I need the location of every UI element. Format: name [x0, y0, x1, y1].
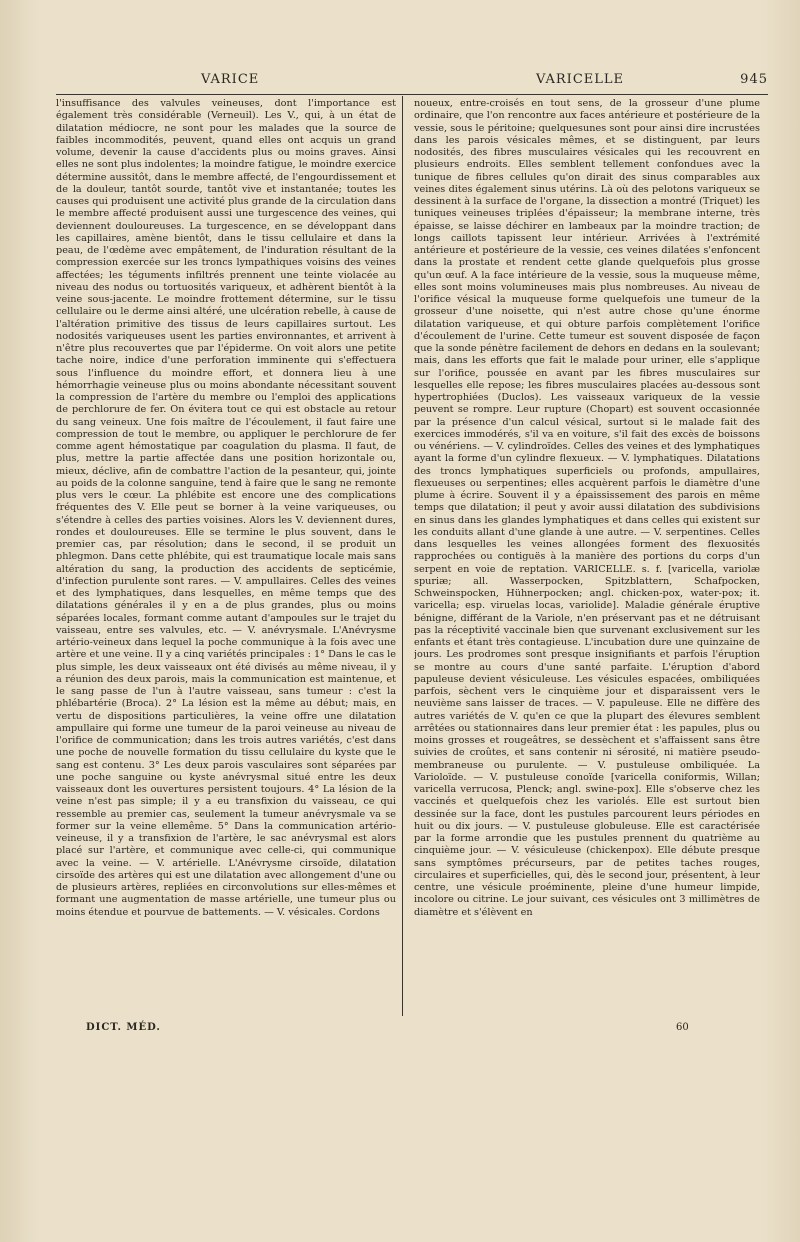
header-rule: [56, 94, 768, 95]
page-footer: [56, 1022, 768, 1038]
header-right-title: VARICELLE: [536, 72, 625, 87]
right-column: [414, 98, 760, 1018]
footer-signature: DICT. MÉD.: [86, 1022, 161, 1033]
left-column: [56, 98, 396, 1018]
page-number: 945: [740, 72, 768, 87]
footer-signature-number: 60: [676, 1022, 689, 1033]
running-header: [56, 72, 768, 94]
right-column-text: noueux, entre-croisés en tout sens, de la grosseur d'une plume ordinaire, que l'on rencontre aux faces antérieure et postérieure de la vessie, sous le péritoine; quelquesunes sont pour ainsi dire incrustées dans les parois vésicales mêmes, et se distinguent, par leurs nodosités, des fibres musculaires vésicales qui les recouvrent en plusieurs endroits. Elles semblent tellement confondues avec la tunique de fibres cellules qu'on dirait des sinus comparables aux veines dites également sinus utérins. Là où des pelotons variqueux se dessinent à la surface de l'organe, la dissection a montré (Triquet) les tuniques veineuses triplées d'épaisseur; la membrane interne, très épaisse, se laisse déchirer en lambeaux par la moindre traction; de longs caillots tapissent leur intérieur. Arrivées à l'extrémité antérieure et postérieure de la vessie, ces veines dilatées s'enfoncent dans la prostate et rendent cette glande quelquefois plus grosse qu'un œuf. A la face intérieure de la vessie, sous la muqueuse même, elles sont moins volumineuses mais plus nombreuses. Au niveau de l'orifice vésical la muqueuse forme quelquefois une tumeur de la grosseur d'une noisette, qui n'est autre chose qu'une énorme dilatation variqueuse, et qui obture parfois complètement l'orifice d'écoulement de l'urine. Cette tumeur est souvent disposée de façon que la sonde pénètre facilement de dehors en dedans en la soulevant; mais, dans les efforts que fait le malade pour uriner, elle s'applique sur l'orifice, poussée en avant par les fibres musculaires sur lesquelles elle repose; les fibres musculaires placées au-dessous sont hypertrophiées (Duclos). Les vaisseaux variqueux de la vessie peuvent se rompre. Leur rupture (Chopart) est souvent occasionnée par la présence d'un calcul vésical, surtout si le malade fait des exercices immodérés, s'il va en voiture, s'il fait des excès de boissons ou vénériens. — V. cylindroïdes. Celles des veines et des lymphatiques ayant la forme d'un cylindre flexueux. — V. lymphatiques. Dilatations des troncs lymphatiques superficiels ou profonds, ampullaires, flexueuses ou serpentines; elles acquèrent parfois le diamètre d'une plume à écrire. Souvent il y a épaississement des parois en même temps que dilatation; il peut y avoir aussi dilatation des subdivisions en sinus dans les glandes lymphatiques et dans celles qui existent sur les conduits allant d'une glande à une autre. — V. serpentines. Celles dans lesquelles les veines allongées forment des flexuosités rapprochées ou contiguës à la manière des portions du corps d'un serpent en voie de reptation. VARICELLE. s. f. [varicella, variolæ spuriæ; all. Wasserpocken, Spitzblattern, Schafpocken, Schweinspocken, Hühnerpocken; angl. chicken-pox, water-pox; it. varicella; esp. viruelas locas, variolide]. Maladie générale éruptive bénigne, différant de la Variole, n'en préservant pas et ne détruisant pas la réceptivité vaccinale bien que survenant exclusivement sur les enfants et étant très contagieuse. L'incubation dure une quinzaine de jours. Les prodromes sont presque insignifiants et parfois l'éruption se montre au cours d'une santé parfaite. L'éruption d'abord papuleuse devient vésiculeuse. Les vésicules espacées, ombiliquées parfois, sèchent vers le cinquième jour et disparaissent vers le neuvième sans laisser de traces. — V. papuleuse. Elle ne diffère des autres variétés de V. qu'en ce que la plupart des élevures semblent arrêtées ou stationnaires dans leur premier état : les papules, plus ou moins grosses et rougeâtres, se dessèchent et s'affaissent sans être suivies de croûtes, et sans contenir ni sérosité, ni matière pseudo-membraneuse ou purulente. — V. pustuleuse ombiliquée. La Varioloïde. — V. pustuleuse conoïde [varicella coniformis, Willan; varicella verrucosa, Plenck; angl. swine-pox]. Elle s'observe chez les vaccinés et quelquefois chez les variolés. Elle est surtout bien dessinée sur la face, dont les pustules parcourent leurs périodes en huit ou dix jours. — V. pustuleuse globuleuse. Elle est caractérisée par la forme arrondie que les pustules prennent du quatrième au cinquième jour. — V. vésiculeuse (chickenpox). Elle débute presque sans symptômes précurseurs, par de petites taches rouges, circulaires et superficielles, qui, dès le second jour, présentent, à leur centre, une vésicule proéminente, pleine d'une humeur limpide, incolore ou citrine. Le jour suivant, ces vésicules ont 3 millimètres de diamètre et s'élèvent en: [414, 98, 760, 918]
left-column-text: l'insuffisance des valvules veineuses, dont l'importance est également très considérable (Verneuil). Les V., qui, à un état de dilatation médiocre, ne sont pour les malades que la source de faibles incommodités, peuvent, quand elles ont acquis un grand volume, devenir la cause d'accidents plus ou moins graves. Ainsi elles ne sont plus indolentes; la moindre fatigue, le moindre exercice détermine aussitôt, dans le membre affecté, de l'engourdissement et de la douleur, tantôt sourde, tantôt vive et instantanée; toutes les causes qui produisent une activité plus grande de la circulation dans le membre affecté produisent aussi une turgescence des veines, qui deviennent douloureuses. La turgescence, en se développant dans les capillaires, amène bientôt, dans le tissu cellulaire et dans la peau, de l'œdème avec empâtement, de l'induration résultant de la compression exercée sur les troncs lympathiques voisins des veines affectées; les téguments infiltrés prennent une teinte violacée au niveau des nodus ou tortuosités variqueux, et adhèrent bientôt à la veine sous-jacente. Le moindre frottement détermine, sur le tissu cellulaire ou le derme ainsi altéré, une ulcération rebelle, à cause de l'altération primitive des tissus de leurs capillaires surtout. Les nodosités variqueuses usent les parties environnantes, et arrivent à n'être plus recouvertes que par l'épiderme. On voit alors une petite tache noire, indice d'une perforation imminente qui s'effectuera sous l'influence du moindre effort, et donnera lieu à une hémorrhagie veineuse plus ou moins abondante nécessitant souvent la compression de l'artère du membre ou l'emploi des applications de perchlorure de fer. On évitera tout ce qui est obstacle au retour du sang veineux. Une fois maître de l'écoulement, il faut faire une compression de tout le membre, ou appliquer le perchlorure de fer comme agent hémostatique par coagulation du plasma. Il faut, de plus, mettre la partie affectée dans une position horizontale ou, mieux, déclive, afin de combattre l'action de la pesanteur, qui, jointe au poids de la colonne sanguine, tend à faire que le sang ne remonte plus vers le cœur. La phlébite est encore une des complications fréquentes des V. Elle peut se borner à la veine variqueuses, ou s'étendre à celles des parties voisines. Alors les V. deviennent dures, rondes et douloureuses. Elle se termine le plus souvent, dans le premier cas, par résolution; dans le second, il se produit un phlegmon. Dans cette phlébite, qui est traumatique locale mais sans altération du sang, la production des accidents de septicémie, d'infection purulente sont rares. — V. ampullaires. Celles des veines et des lymphatiques, dans lesquelles, en même temps que des dilatations générales il y en a de plus grandes, plus ou moins séparées locales, formant comme autant d'ampoules sur le trajet du vaisseau, entre ses valvules, etc. — V. anévrysmale. L'Anévrysme artério-veineux dans lequel la poche communique à la fois avec une artère et une veine. Il y a cinq variétés principales : 1° Dans le cas le plus simple, les deux vaisseaux ont été divisés au même niveau, il y a réunion des deux parois, mais la communication est maintenue, et le sang passe de l'un à l'autre vaisseau, sans tumeur : c'est la phlébartérie (Broca). 2° La lésion est la même au début; mais, en vertu de dispositions particulières, la veine offre une dilatation ampullaire qui forme une tumeur de la paroi veineuse au niveau de l'orifice de communication; dans les trois autres variétés, c'est dans une poche de nouvelle formation du tissu cellulaire du kyste que le sang est contenu. 3° Les deux parois vasculaires sont séparées par une poche sanguine ou kyste anévrysmal situé entre les deux vaisseaux dont les ouvertures persistent toujours. 4° La lésion de la veine n'est pas simple; il y a eu transfixion du vaisseau, ce qui ressemble au premier cas, seulement la tumeur anévrysmale va se former sur la veine ellemême. 5° Dans la communication artério-veineuse, il y a transfixion de l'artère, le sac anévrysmal est alors placé sur l'artère, et communique avec celle-ci, qui communique avec la veine. — V. artérielle. L'Anévrysme cirsoïde, dilatation cirsoïde des artères qui est une dilatation avec allongement d'une ou de plusieurs artères, repliées en circonvolutions sur elles-mêmes et formant une augmentation de masse artérielle, une tumeur plus ou moins étendue et pourvue de battements. — V. vésicales. Cordons: [56, 98, 396, 918]
column-divider: [402, 96, 403, 1016]
header-left-title: VARICE: [201, 72, 260, 87]
